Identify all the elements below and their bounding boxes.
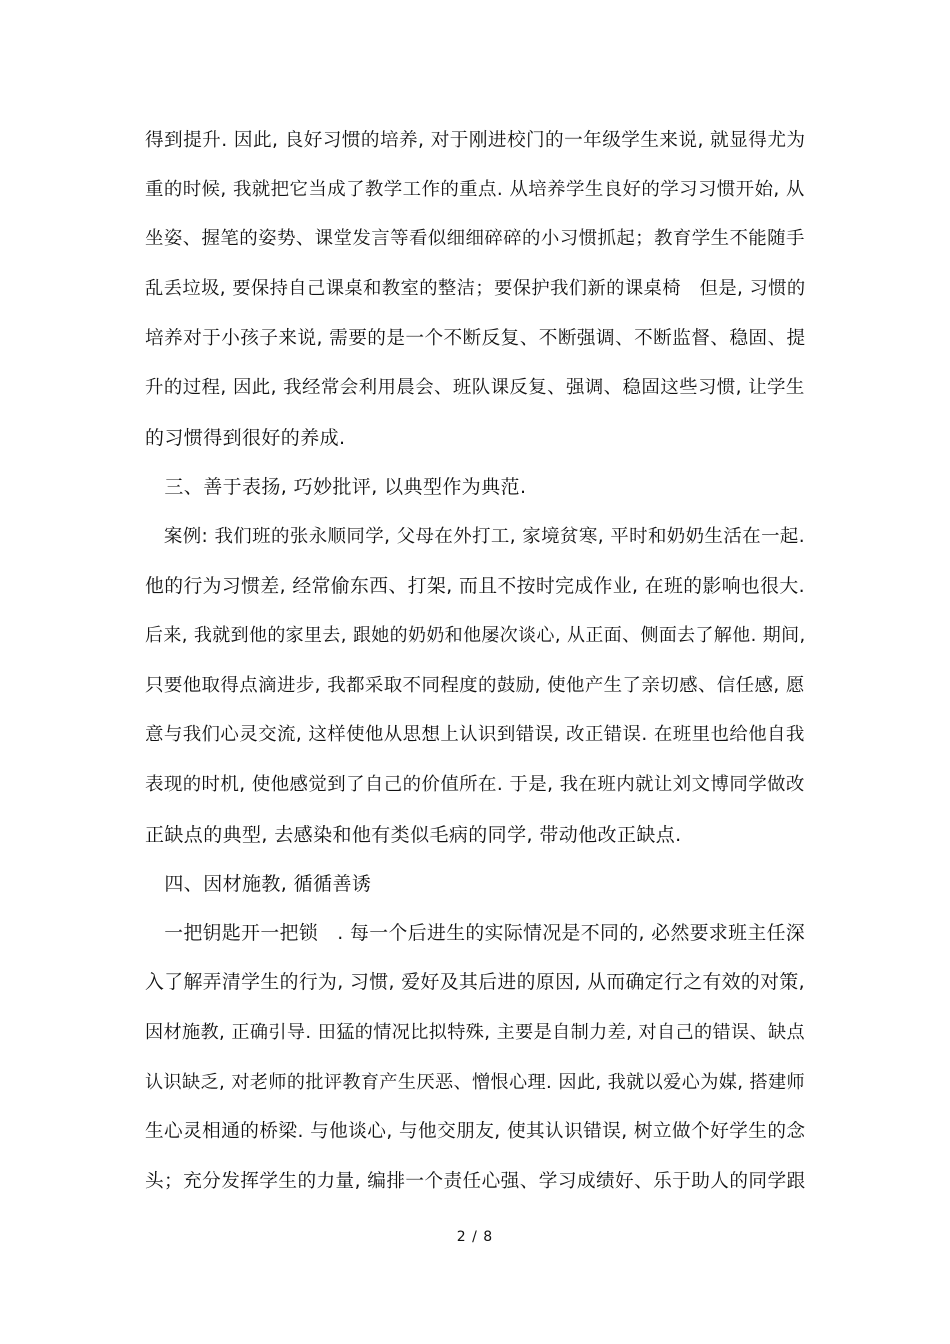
text-line: 头；充分发挥学生的力量, 编排一个责任心强、学习成绩好、乐于助人的同学跟 [145,1171,806,1192]
text-line: 案例: 我们班的张永顺同学, 父母在外打工, 家境贫寒, 平时和奶奶生活在一起. [145,526,806,547]
text-line: 升的过程, 因此, 我经常会利用晨会、班队课反复、强调、稳固这些习惯, 让学生 [145,377,805,398]
text-line: 只要他取得点滴进步, 我都采取不同程度的鼓励, 使他产生了亲切感、信任感, 愿 [145,675,805,696]
text-line: 培养对于小孩子来说, 需要的是一个不断反复、不断强调、不断监督、稳固、提 [145,328,806,349]
text-line: 表现的时机, 使他感觉到了自己的价值所在. 于是, 我在班内就让刘文博同学做改 [145,774,805,795]
text-line: 正缺点的典型, 去感染和他有类似毛病的同学, 带动他改正缺点. [145,824,682,846]
text-line: 乱丢垃圾, 要保持自己课桌和教室的整洁；要保护我们新的课桌椅 但是, 习惯的 [145,278,806,299]
text-line: 因材施教, 正确引导. 田猛的情况比拟特殊, 主要是自制力差, 对自己的错误、缺点 [145,1022,806,1043]
text-line: 重的时候, 我就把它当成了教学工作的重点. 从培养学生良好的学习习惯开始, 从 [145,179,805,200]
text-line: 生心灵相通的桥梁. 与他谈心, 与他交朋友, 使其认识错误, 树立做个好学生的念 [145,1121,806,1142]
section-heading: 四、因材施教, 循循善诱 [145,873,372,895]
text-line: 意与我们心灵交流, 这样使他从思想上认识到错误, 改正错误. 在班里也给他自我 [145,724,805,745]
text-line: 的习惯得到很好的养成. [145,427,346,449]
section-heading: 三、善于表扬, 巧妙批评, 以典型作为典范. [145,476,527,498]
text-line: 一把钥匙开一把锁 . 每一个后进生的实际情况是不同的, 必然要求班主任深 [145,923,806,944]
text-line: 得到提升. 因此, 良好习惯的培养, 对于刚进校门的一年级学生来说, 就显得尤为 [145,130,806,151]
text-line: 入了解弄清学生的行为, 习惯, 爱好及其后进的原因, 从而确定行之有效的对策, [145,972,805,993]
text-line: 他的行为习惯差, 经常偷东西、打架, 而且不按时完成作业, 在班的影响也很大. [145,576,805,597]
text-line: 坐姿、握笔的姿势、课堂发言等看似细细碎碎的小习惯抓起；教育学生不能随手 [145,228,805,249]
text-line: 后来, 我就到他的家里去, 跟她的奶奶和他屡次谈心, 从正面、侧面去了解他. 期间, [145,625,806,646]
text-line: 认识缺乏, 对老师的批评教育产生厌恶、憎恨心理. 因此, 我就以爱心为媒, 搭建师 [145,1072,806,1093]
page-number: 2 / 8 [456,1229,494,1245]
